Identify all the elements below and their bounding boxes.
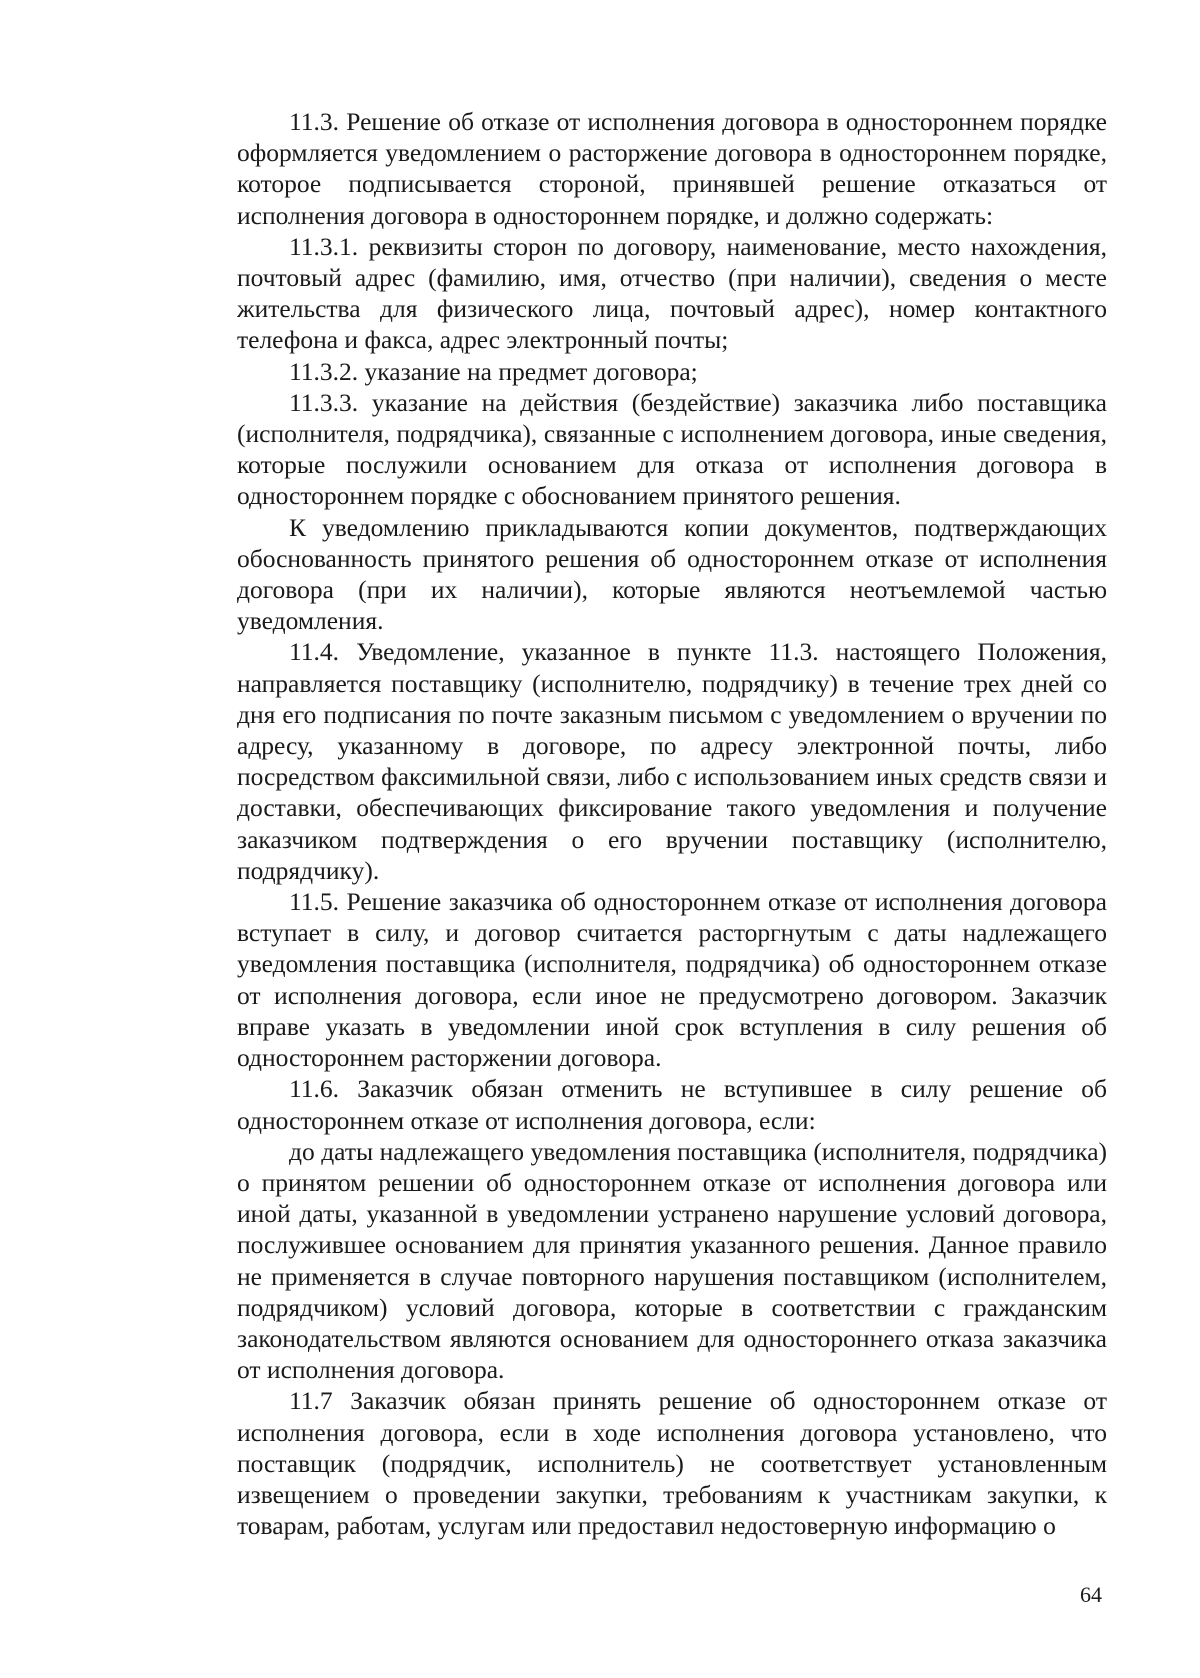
paragraph-11-7: 11.7 Заказчик обязан принять решение об одностороннем отказе от исполнения договора, если в ходе исполнения договора установлено, что поставщик (подрядчик, исполнитель) не соответствует установленным извещением о проведении закупки, требованиям к участникам закупки, к товарам, работам, услугам или предоставил недостоверную информацию о (237, 1386, 1107, 1541)
document-body (237, 106, 1107, 1541)
paragraph-11-5: 11.5. Решение заказчика об одностороннем отказе от исполнения договора вступает в силу, и договор считается расторгнутым с даты надлежащего уведомления поставщика (исполнителя, подрядчика) об одностороннем отказе от исполнения договора, если иное не предусмотрено договором. Заказчик вправе указать в уведомлении иной срок вступления в силу решения об одностороннем расторжении договора. (237, 887, 1107, 1073)
paragraph-11-3-1: 11.3.1. реквизиты сторон по договору, наименование, место нахождения, почтовый адрес (фамилию, имя, отчество (при наличии), сведения о месте жительства для физического лица, почтовый адрес), номер контактного телефона и факса, адрес электронный почты; (237, 231, 1107, 355)
page-number: 64 (1080, 1582, 1102, 1607)
paragraph-11-3-2: 11.3.2. указание на предмет договора; (289, 356, 698, 386)
paragraph-attachments: К уведомлению прикладываются копии документов, подтверждающих обоснованность принятого решения об одностороннем отказе от исполнения договора (при их наличии), которые являются неотъемлемой частью уведомления. (237, 512, 1107, 636)
paragraph-11-3-3: 11.3.3. указание на действия (бездействие) заказчика либо поставщика (исполнителя, подрядчика), связанные с исполнением договора, иные сведения, которые послужили основанием для отказа от исполнения договора в одностороннем порядке с обоснованием принятого решения. (237, 387, 1107, 511)
paragraph-11-6-condition: до даты надлежащего уведомления поставщика (исполнителя, подрядчика) о принятом решении об одностороннем отказе от исполнения договора или иной даты, указанной в уведомлении устранено нарушение условий договора, послужившее основанием для принятия указанного решения. Данное правило не применяется в случае повторного нарушения поставщиком (исполнителем, подрядчиком) условий договора, которые в соответствии с гражданским законодательством являются основанием для одностороннего отказа заказчика от исполнения договора. (237, 1136, 1107, 1385)
paragraph-11-3: 11.3. Решение об отказе от исполнения договора в одностороннем порядке оформляется уведомлением о расторжение договора в одностороннем порядке, которое подписывается стороной, принявшей решение отказаться от исполнения договора в одностороннем порядке, и должно содержать: (237, 107, 1107, 230)
paragraph-11-6: 11.6. Заказчик обязан отменить не вступившее в силу решение об одностороннем отказе от исполнения договора, если: (237, 1074, 1107, 1135)
paragraph-11-4: 11.4. Уведомление, указанное в пункте 11.3. настоящего Положения, направляется поставщику (исполнителю, подрядчику) в течение трех дней со дня его подписания по почте заказным письмом с уведомлением о вручении по адресу, указанному в договоре, по адресу электронной почты, либо посредством факсимильной связи, либо с использованием иных средств связи и доставки, обеспечивающих фиксирование такого уведомления и получение заказчиком подтверждения о его вручении поставщику (исполнителю, подрядчику). (237, 637, 1107, 885)
